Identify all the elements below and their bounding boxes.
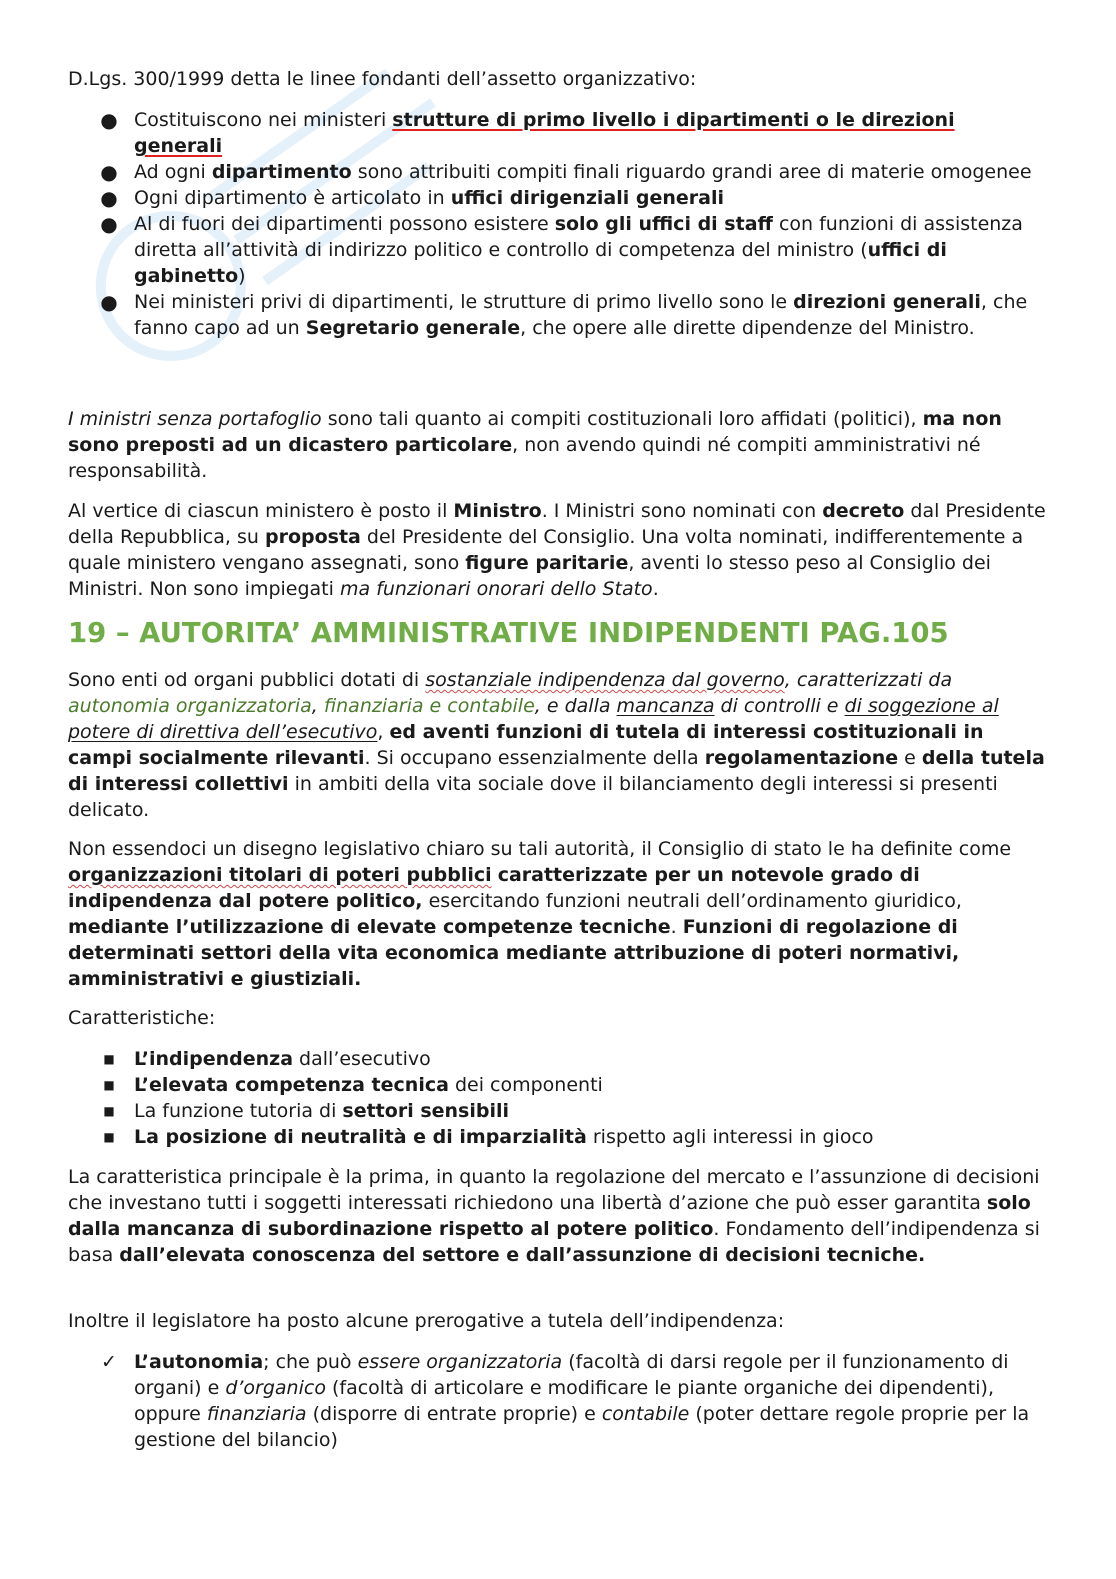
text-run: , aventi lo stesso peso al Consiglio dei Ministri. Non sono impiegati [68, 552, 991, 600]
prerogative-paragraph [68, 1308, 1048, 1334]
text-run: , e dalla [534, 695, 617, 717]
prerogative-list [68, 1349, 1048, 1453]
text-run: Sono enti od organi pubblici dotati di [68, 669, 426, 691]
text-run: di soggezione al potere di direttiva dell’esecutivo [68, 695, 999, 743]
text-run: ; che può [263, 1351, 358, 1373]
structure-list [68, 107, 1048, 341]
list-item [68, 159, 1048, 185]
text-run: sostanziale indipendenza dal governo [425, 669, 785, 691]
text-run: . Fondamento dell’indipendenza si basa [68, 1218, 1040, 1266]
text-run: Segretario generale [305, 317, 521, 339]
text-run: con funzioni di assistenza diretta all’attività di indirizzo politico e controllo di competenza del ministro ( [134, 213, 1023, 261]
text-run: mediante l’utilizzazione di elevate competenze tecniche [68, 916, 671, 938]
list-item [68, 1349, 1048, 1453]
text-run: solo gli uffici di staff [554, 213, 773, 235]
bullet-icon: ● [100, 212, 118, 236]
bullet-icon: ■ [103, 1104, 115, 1118]
text-run: sono tali quanto ai compiti costituzionali loro affidati (politici), [321, 408, 923, 430]
text-run: ma funzionari onorari dello Stato [339, 578, 653, 600]
text-run: dal Presidente della Repubblica, su [68, 500, 1046, 548]
text-run: dall’elevata conoscenza del settore e dall’assunzione di decisioni tecniche. [119, 1244, 926, 1266]
text-run: direzioni generali [793, 291, 981, 313]
text-run: Costituiscono nei ministeri [134, 109, 393, 131]
text-run: , non avendo quindi né compiti amministrativi né responsabilità. [68, 434, 981, 482]
text-run: caratterizzate per un notevole grado di indipendenza dal potere politico, [68, 864, 920, 912]
text-run: (disporre di entrate proprie) e [306, 1403, 602, 1425]
text-run: ) [238, 265, 246, 287]
vertice-paragraph [68, 498, 1048, 602]
text-run: L’autonomia [134, 1351, 264, 1373]
text-run: di controlli e [714, 695, 845, 717]
text-run: regolamentazione [704, 747, 899, 769]
list-item [68, 1072, 1048, 1098]
text-run: finanziaria [206, 1403, 307, 1425]
list-item [68, 107, 1048, 159]
text-run: . [652, 578, 659, 600]
section-heading: 19 – AUTORITA’ AMMINISTRATIVE INDIPENDENTI PAG.105 [68, 617, 949, 649]
text-run: ed aventi funzioni di tutela di interessi costituzionali in campi socialmente rilevanti [68, 721, 984, 769]
text-run: (poter dettare regole proprie per la gestione del bilancio) [134, 1403, 1030, 1451]
text-run: contabile [601, 1403, 690, 1425]
list-item [68, 185, 1048, 211]
text-run: Non essendoci un disegno legislativo chiaro su tali autorità, il Consiglio di stato le ha definite come [68, 838, 1012, 860]
text-run: Al di fuori dei dipartimenti possono esistere [134, 213, 555, 235]
bullet-icon: ■ [103, 1130, 115, 1144]
text-run: rispetto agli interessi in gioco [586, 1126, 874, 1148]
text-run: . [670, 916, 683, 938]
text-run: decreto [822, 500, 905, 522]
text-run: mancanza [616, 695, 715, 717]
text-run: dipartimento [211, 161, 352, 183]
text-run: Caratteristiche: [68, 1007, 216, 1029]
text-run: ma non sono preposti ad un dicastero particolare [68, 408, 1002, 456]
text-run: , che fanno capo ad un [134, 291, 1028, 339]
list-item [68, 211, 1048, 289]
text-run: finanziaria e contabile [323, 695, 535, 717]
text-run: esercitando funzioni neutrali dell’ordinamento giuridico, [422, 890, 962, 912]
list-item [68, 1124, 1048, 1150]
text-run: figure paritarie [465, 552, 629, 574]
text-run: L’indipendenza [134, 1048, 294, 1070]
text-run: Ministro [453, 500, 542, 522]
text-run: Funzioni di regolazione di determinati settori della vita economica mediante attribuzione di poteri normativi, amministrativi e giustiziali. [68, 916, 960, 990]
text-run: Inoltre il legislatore ha posto alcune prerogative a tutela dell’indipendenza: [68, 1310, 785, 1332]
caratteristiche-label [68, 1005, 1048, 1031]
text-run: organizzazioni titolari di poteri pubblici [68, 864, 492, 886]
text-run: in ambiti della vita sociale dove il bilanciamento degli interessi si presenti delicato. [68, 773, 998, 821]
text-run: I ministri senza portafoglio [68, 408, 322, 430]
text-run: , caratterizzati da [784, 669, 953, 691]
text-run: D.Lgs. 300/1999 detta le linee fondanti dell’assetto organizzativo: [68, 68, 697, 90]
text-run: solo dalla mancanza di subordinazione rispetto al potere politico [68, 1192, 1031, 1240]
text-run: Nei ministeri privi di dipartimenti, le strutture di primo livello sono le [134, 291, 794, 313]
text-run: La caratteristica principale è la prima, in quanto la regolazione del mercato e l’assunzione di decisioni che investano tutti i soggetti interessati richiedono una libertà d’azione che può esser garantita [68, 1166, 1040, 1214]
bullet-icon: ● [100, 160, 118, 184]
text-run: e [898, 747, 922, 769]
text-run: La funzione tutoria di [134, 1100, 343, 1122]
bullet-icon: ● [100, 186, 118, 210]
list-item [68, 289, 1048, 341]
consiglio-paragraph [68, 836, 1048, 992]
text-run: Al vertice di ciascun ministero è posto il [68, 500, 454, 522]
text-run: , [377, 721, 390, 743]
text-run: essere organizzatoria [357, 1351, 563, 1373]
text-run: La posizione di neutralità e di imparzialità [134, 1126, 587, 1148]
text-run: . I Ministri sono nominati con [541, 500, 823, 522]
caratteristiche-list [68, 1046, 1048, 1150]
text-run: L’elevata competenza tecnica [134, 1074, 449, 1096]
list-item [68, 1046, 1048, 1072]
text-run: uffici dirigenziali generali [450, 187, 724, 209]
ministri-paragraph [68, 406, 1048, 484]
text-run: Ogni dipartimento è articolato in [134, 187, 451, 209]
text-run: (facoltà di articolare e modificare le piante organiche dei dipendenti), oppure [134, 1377, 995, 1425]
text-run: del Presidente del Consiglio. Una volta nominati, indifferentemente a quale ministero vengano assegnati, sono [68, 526, 1024, 574]
text-run: , [311, 695, 324, 717]
text-run: strutture di primo livello i dipartimenti o le direzioni generali [134, 109, 955, 157]
text-run: (facoltà di darsi regole per il funzionamento di organi) e [134, 1351, 1009, 1399]
text-run: proposta [264, 526, 361, 548]
text-run: sono attribuiti compiti finali riguardo grandi aree di materie omogenee [351, 161, 1032, 183]
list-item [68, 1098, 1048, 1124]
bullet-icon: ■ [103, 1078, 115, 1092]
text-run: , che opere alle dirette dipendenze del Ministro. [520, 317, 975, 339]
text-run: Ad ogni [134, 161, 212, 183]
bullet-icon: ■ [103, 1052, 115, 1066]
text-run: uffici di gabinetto [134, 239, 947, 287]
text-run: settori sensibili [342, 1100, 509, 1122]
text-run: dei componenti [448, 1074, 603, 1096]
intro-paragraph [68, 66, 1048, 92]
bullet-icon: ● [100, 108, 118, 132]
text-run: della tutela di interessi collettivi [68, 747, 1045, 795]
checkmark-icon: ✓ [101, 1351, 117, 1373]
text-run: autonomia organizzatoria [68, 695, 312, 717]
enti-paragraph [68, 667, 1048, 823]
text-run: . Si occupano essenzialmente della [364, 747, 705, 769]
principale-paragraph [68, 1164, 1048, 1268]
bullet-icon: ● [100, 290, 118, 314]
text-run: d’organico [225, 1377, 326, 1399]
text-run: dall’esecutivo [293, 1048, 431, 1070]
